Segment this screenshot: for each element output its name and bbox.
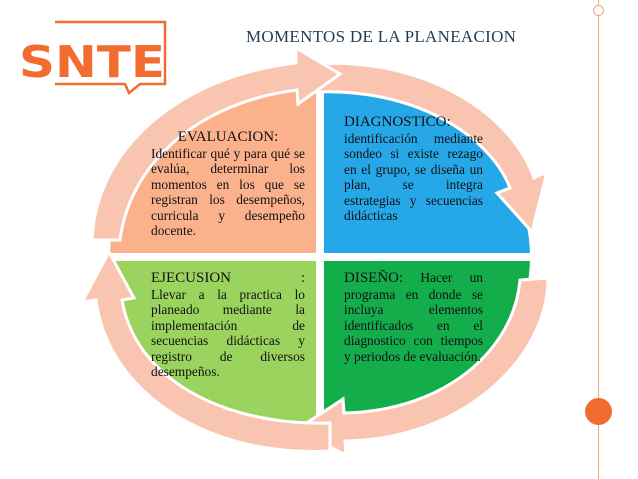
diseno-heading: DISEÑO: xyxy=(344,270,404,286)
logo-text: SNTE xyxy=(19,37,165,88)
diseno-body: Hacer un programa en donde se incluya elementos identificados en el diagnostico con tiempos y periodos de evaluación. xyxy=(344,270,483,364)
evaluacion-heading: EVALUACION: xyxy=(177,129,279,145)
evaluacion-body: Identificar qué y para qué se evalúa, determinar los momentos en los que se registran los desempeños, curricula y desempeño docente. xyxy=(151,146,305,239)
page-title: MOMENTOS DE LA PLANEACION xyxy=(246,27,517,46)
diseno-text xyxy=(344,270,483,364)
evaluacion-text xyxy=(151,129,305,238)
diagnostico-heading: DIAGNOSTICO: xyxy=(344,114,451,130)
diagnostico-body: identificación mediante sondeo si existe rezago en el grupo, se diseña un plan, se integra estrategias y secuencias didácticas xyxy=(344,131,483,224)
ejecucion-text xyxy=(151,270,305,379)
ejecucion-heading: EJECUSION : xyxy=(151,270,305,286)
diagnostico-text xyxy=(344,114,483,223)
ejecucion-body: Llevar a la practica lo planeado mediante la implementación de secuencias didácticas y registro de diversos desempeños. xyxy=(151,287,305,380)
